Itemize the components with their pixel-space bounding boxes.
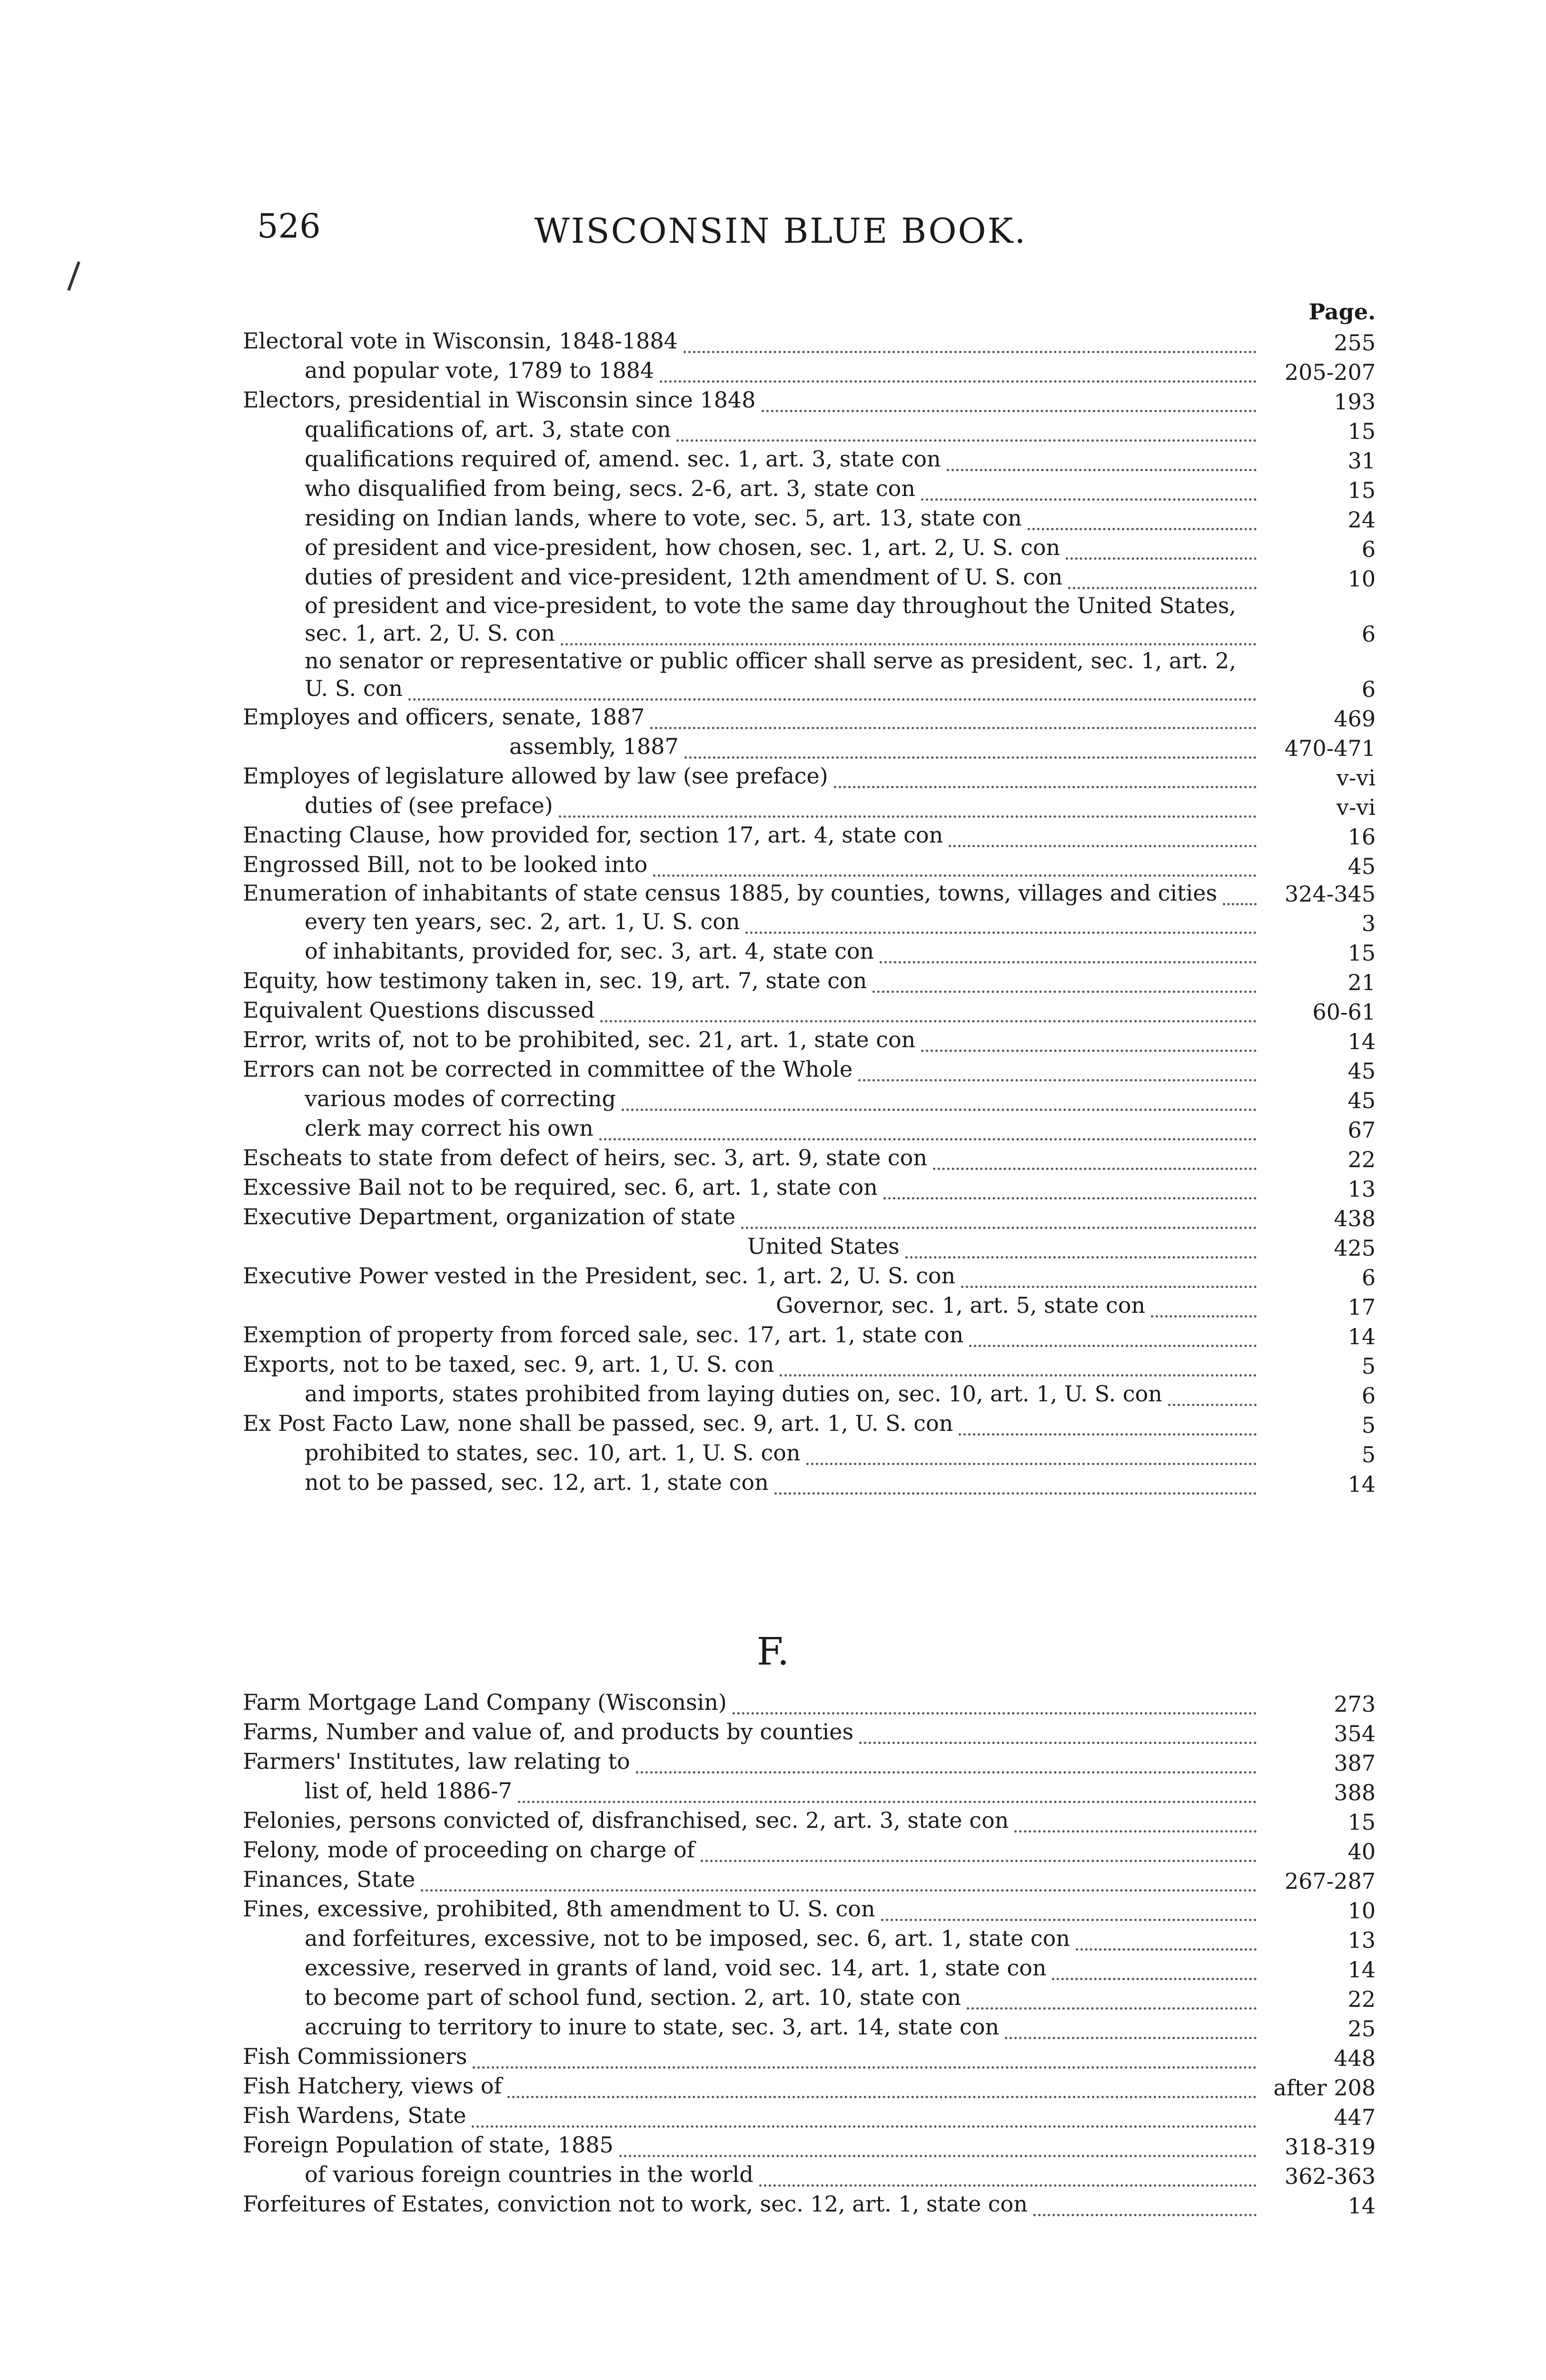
index-section-e <box>243 298 1376 1497</box>
index-entry-page: 22 <box>1348 1147 1376 1172</box>
index-entry-text: clerk may correct his own <box>305 1115 594 1141</box>
leader-dots <box>636 1742 1257 1774</box>
index-entry-text: Ex Post Facto Law, none shall be passed, sec. 9, art. 1, U. S. con <box>243 1410 953 1436</box>
index-entry-page: 6 <box>1361 676 1376 702</box>
leader-dots <box>421 1860 1257 1892</box>
index-entry <box>243 2189 1376 2219</box>
page-column-label: Page. <box>1308 299 1376 325</box>
index-entry-page: 3 <box>1361 911 1376 936</box>
leader-dots <box>872 961 1257 993</box>
index-entry-text: Excessive Bail not to be required, sec. 6, art. 1, state con <box>243 1174 878 1200</box>
index-entry-page: 388 <box>1334 1780 1376 1805</box>
leader-dots <box>1068 557 1257 589</box>
index-entry-text: assembly, 1887 <box>509 734 679 759</box>
leader-dots <box>762 380 1257 412</box>
index-entry-page: 14 <box>1348 1029 1376 1054</box>
index-entry-page: 469 <box>1334 706 1376 732</box>
index-entry-text: of president and vice-president, to vote the same day throughout the United States, sec. 1, art. 2, U. S. con <box>305 593 1236 646</box>
index-entry-text: Finances, State <box>243 1866 416 1892</box>
index-entry-page: 6 <box>1361 536 1376 562</box>
index-entry-page: 45 <box>1348 1058 1376 1084</box>
index-entry-page: 31 <box>1348 448 1376 474</box>
leader-dots <box>1028 498 1257 530</box>
leader-dots <box>599 1109 1257 1140</box>
index-entry-text: qualifications required of, amend. sec. 1, art. 3, state con <box>305 446 941 472</box>
index-entry-text: Escheats to state from defect of heirs, sec. 3, art. 9, state con <box>243 1145 927 1170</box>
index-entry-text: Errors can not be corrected in committee of the Whole <box>243 1056 853 1082</box>
index-entry-text: Felony, mode of proceeding on charge of <box>243 1837 695 1863</box>
leader-dots <box>774 1463 1257 1495</box>
leader-dots <box>1076 1919 1257 1951</box>
index-entry-text: Forfeitures of Estates, conviction not to work, sec. 12, art. 1, state con <box>243 2191 1028 2217</box>
leader-dots <box>883 1168 1257 1200</box>
index-entry-page: 470-471 <box>1284 735 1376 761</box>
letter-heading-f: F. <box>756 1629 790 1674</box>
leader-dots <box>676 410 1257 442</box>
index-entry-page: 67 <box>1348 1117 1376 1143</box>
index-entry-text: United States <box>747 1233 900 1259</box>
index-entry-page: 45 <box>1348 1088 1376 1113</box>
leader-dots <box>1052 1948 1257 1980</box>
leader-dots <box>905 1227 1257 1259</box>
leader-dots <box>921 1020 1257 1052</box>
index-entry-page: 15 <box>1348 1809 1376 1835</box>
leader-dots <box>959 1404 1257 1436</box>
index-entry-text: Enumeration of inhabitants of state census 1885, by counties, towns, villages and cities <box>243 880 1218 906</box>
index-entry-page: 324-345 <box>1284 881 1376 907</box>
index-entry-text: Employes and officers, senate, 1887 <box>243 704 645 730</box>
index-entry-page: 205-207 <box>1284 359 1376 385</box>
index-entry-page: 267-287 <box>1284 1868 1376 1894</box>
leader-dots <box>1033 2184 1257 2216</box>
leader-dots <box>507 2066 1257 2098</box>
leader-dots <box>1014 1801 1257 1833</box>
leader-dots <box>858 1050 1257 1081</box>
index-entry-text: Exemption of property from forced sale, sec. 17, art. 1, state con <box>243 1322 964 1348</box>
index-entry-page: 10 <box>1348 1898 1376 1924</box>
leader-dots <box>1151 1286 1257 1318</box>
index-entry-page: 14 <box>1348 1324 1376 1349</box>
index-entry-text: Error, writs of, not to be prohibited, sec. 21, art. 1, state con <box>243 1027 916 1052</box>
index-entry-text: Farmers' Institutes, law relating to <box>243 1748 630 1774</box>
index-entry-text: Equity, how testimony taken in, sec. 19, art. 7, state con <box>243 968 867 993</box>
index-entry-text: who disqualified from being, secs. 2-6, art. 3, state con <box>305 476 915 501</box>
leader-dots <box>759 2155 1257 2187</box>
leader-dots <box>1223 873 1257 905</box>
index-entry-page: v-vi <box>1336 794 1376 820</box>
leader-dots <box>921 469 1257 501</box>
leader-dots <box>518 1771 1257 1803</box>
index-entry-page: 13 <box>1348 1927 1376 1953</box>
leader-dots <box>559 786 1257 818</box>
leader-dots <box>701 1830 1257 1862</box>
index-entry-text: Electors, presidential in Wisconsin since 1848 <box>243 387 756 413</box>
index-entry-text: and forfeitures, excessive, not to be imposed, sec. 6, art. 1, state con <box>305 1925 1070 1951</box>
index-entry-page: 45 <box>1348 853 1376 879</box>
index-entry <box>243 850 1376 879</box>
leader-dots <box>741 1197 1257 1229</box>
leader-dots <box>881 1889 1257 1921</box>
index-entry-page: 14 <box>1348 1471 1376 1497</box>
index-entry-text: Engrossed Bill, not to be looked into <box>243 852 648 877</box>
leader-dots <box>650 697 1257 729</box>
leader-dots <box>961 1256 1257 1288</box>
index-entry-page: 273 <box>1334 1691 1376 1717</box>
index-entry-page: 22 <box>1348 1986 1376 2012</box>
index-entry-text: duties of president and vice-president, 12th amendment of U. S. con <box>305 564 1063 590</box>
index-entry-page: 448 <box>1334 2045 1376 2071</box>
index-entry-page: 5 <box>1361 1412 1376 1438</box>
index-entry <box>305 592 1376 647</box>
index-entry-text: to become part of school fund, section. 2, art. 10, state con <box>305 1984 961 2010</box>
index-entry-page: 15 <box>1348 477 1376 503</box>
index-entry-page: 6 <box>1361 1383 1376 1408</box>
index-entry-text: Fish Hatchery, views of <box>243 2073 502 2099</box>
index-entry-text: list of, held 1886-7 <box>305 1778 512 1804</box>
index-entry-page: 362-363 <box>1284 2163 1376 2189</box>
index-entry-page: 6 <box>1361 621 1376 647</box>
leader-dots <box>745 902 1257 934</box>
index-entry-text: Farm Mortgage Land Company (Wisconsin) <box>243 1689 727 1715</box>
index-entry-text: various modes of correcting <box>305 1086 616 1111</box>
index-entry-text: excessive, reserved in grants of land, void sec. 14, art. 1, state con <box>305 1955 1047 1981</box>
index-entry-page: 10 <box>1348 566 1376 592</box>
index-entry-page: 6 <box>1361 1265 1376 1290</box>
leader-dots <box>600 991 1257 1022</box>
index-entry-page: 193 <box>1334 389 1376 415</box>
index-entry-text: Felonies, persons convicted of, disfranchised, sec. 2, art. 3, state con <box>243 1807 1009 1833</box>
index-entry-text: Farms, Number and value of, and products by counties <box>243 1719 854 1745</box>
leader-dots <box>660 351 1257 383</box>
index-entry-page: 447 <box>1334 2104 1376 2130</box>
leader-dots <box>408 669 1257 701</box>
index-entry-text: Fines, excessive, prohibited, 8th amendment to U. S. con <box>243 1896 875 1922</box>
index-entry-text: of inhabitants, provided for, sec. 3, art. 4, state con <box>305 938 874 964</box>
stray-pen-mark <box>67 261 80 291</box>
leader-dots <box>933 1138 1257 1170</box>
page-header <box>257 205 1304 262</box>
index-entry-text: accruing to territory to inure to state, sec. 3, art. 14, state con <box>305 2014 1000 2040</box>
index-entry-text: duties of (see preface) <box>305 793 553 818</box>
leader-dots <box>834 756 1257 788</box>
index-entry-text: every ten years, sec. 2, art. 1, U. S. con <box>305 909 740 934</box>
index-entry-page: 21 <box>1348 970 1376 995</box>
index-entry-text: residing on Indian lands, where to vote, sec. 5, art. 13, state con <box>305 505 1022 531</box>
index-entry-text: Governor, sec. 1, art. 5, state con <box>776 1292 1146 1318</box>
leader-dots <box>561 614 1257 645</box>
index-entry-text: of various foreign countries in the world <box>305 2162 753 2187</box>
index-entry-page: 15 <box>1348 940 1376 966</box>
leader-dots <box>653 845 1257 877</box>
index-entry-text: Foreign Population of state, 1885 <box>243 2132 614 2158</box>
index-entry-text: Fish Wardens, State <box>243 2102 466 2128</box>
index-entry-text: of president and vice-president, how chosen, sec. 1, art. 2, U. S. con <box>305 535 1060 560</box>
index-entry-page: 16 <box>1348 824 1376 850</box>
index-entry-page: 24 <box>1348 507 1376 533</box>
index-entry-text: prohibited to states, sec. 10, art. 1, U. S. con <box>305 1440 801 1466</box>
index-entry <box>305 647 1376 702</box>
index-entry-text: Fish Commissioners <box>243 2043 467 2069</box>
index-entry-text: qualifications of, art. 3, state con <box>305 416 671 442</box>
running-title: WISCONSIN BLUE BOOK. <box>534 211 1027 251</box>
index-entry-text: Executive Power vested in the President, sec. 1, art. 2, U. S. con <box>243 1263 956 1289</box>
leader-dots <box>684 727 1257 759</box>
index-entry <box>305 1468 1376 1497</box>
leader-dots <box>1005 2007 1257 2039</box>
index-entry-page: 5 <box>1361 1442 1376 1468</box>
index-entry-text: Executive Department, organization of state <box>243 1204 736 1230</box>
leader-dots <box>472 2096 1257 2128</box>
leader-dots <box>622 1079 1257 1111</box>
index-entry-page: 13 <box>1348 1176 1376 1202</box>
leader-dots <box>619 2125 1257 2157</box>
index-entry-page: 25 <box>1348 2016 1376 2042</box>
index-entry-page: after 208 <box>1273 2075 1376 2101</box>
index-entry-text: Employes of legislature allowed by law (see preface) <box>243 763 828 789</box>
index-entry-page: 255 <box>1334 330 1376 356</box>
index-entry-page: 14 <box>1348 1957 1376 1983</box>
index-entry-text: Electoral vote in Wisconsin, 1848-1884 <box>243 328 678 354</box>
index-entry <box>305 562 1376 592</box>
leader-dots <box>806 1433 1257 1465</box>
index-entry-page: 40 <box>1348 1839 1376 1864</box>
index-entry-page: 14 <box>1348 2193 1376 2219</box>
index-entry-page: 318-319 <box>1284 2134 1376 2160</box>
index-entry-text: and imports, states prohibited from laying duties on, sec. 10, art. 1, U. S. con <box>305 1381 1162 1407</box>
index-section-f <box>243 1687 1376 2219</box>
index-entry-page: 354 <box>1334 1721 1376 1746</box>
index-entry-page: 425 <box>1334 1235 1376 1261</box>
index-entry-page: 5 <box>1361 1353 1376 1379</box>
index-entry-page: v-vi <box>1336 765 1376 791</box>
index-list-f <box>243 1687 1376 2219</box>
index-entry-text: Enacting Clause, how provided for, section 17, art. 4, state con <box>243 822 943 848</box>
index-entry-page: 15 <box>1348 418 1376 444</box>
leader-dots <box>880 932 1257 963</box>
index-entry-text: no senator or representative or public officer shall serve as president, sec. 1, art. 2, U. S. con <box>305 648 1236 701</box>
leader-dots <box>780 1345 1257 1377</box>
index-list-e <box>243 326 1376 1497</box>
leader-dots <box>969 1315 1257 1347</box>
leader-dots <box>1168 1374 1257 1406</box>
leader-dots <box>733 1683 1257 1715</box>
leader-dots <box>473 2037 1257 2069</box>
leader-dots <box>947 439 1257 471</box>
leader-dots <box>1066 528 1257 560</box>
index-entry-page: 60-61 <box>1312 999 1376 1025</box>
leader-dots <box>949 815 1257 847</box>
leader-dots <box>859 1712 1257 1744</box>
index-entry-text: and popular vote, 1789 to 1884 <box>305 357 654 383</box>
index-entry-page: 17 <box>1348 1294 1376 1320</box>
index-entry-page: 387 <box>1334 1750 1376 1776</box>
leader-dots <box>684 321 1257 353</box>
index-entry-page: 438 <box>1334 1206 1376 1231</box>
index-entry-text: Exports, not to be taxed, sec. 9, art. 1, U. S. con <box>243 1351 774 1377</box>
page-number: 526 <box>257 207 321 246</box>
index-entry-text: not to be passed, sec. 12, art. 1, state con <box>305 1469 769 1495</box>
leader-dots <box>967 1978 1257 2010</box>
index-entry-text: Equivalent Questions discussed <box>243 997 595 1023</box>
